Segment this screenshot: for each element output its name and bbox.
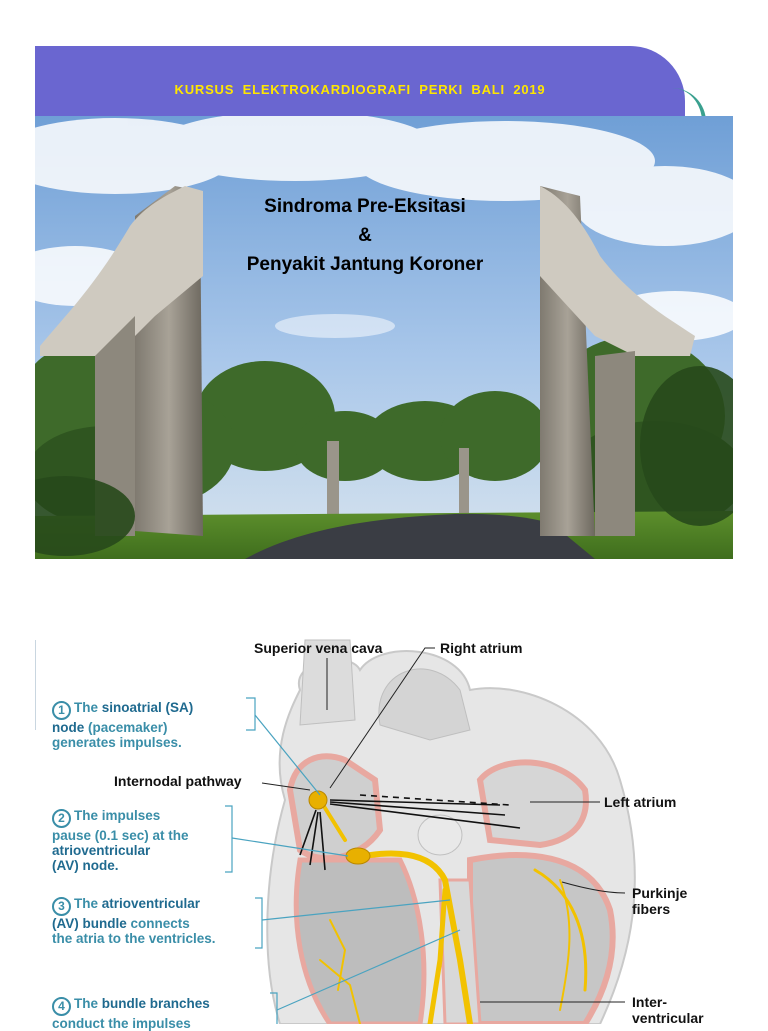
step-3: 3 The atrioventricular (AV) bundle connects the atria to the ventricles. (52, 896, 216, 946)
label-right-atrium: Right atrium (440, 640, 523, 656)
label-interventricular: Inter- ventricular (632, 994, 704, 1026)
header-banner (35, 46, 685, 116)
temple-gate-photo (35, 116, 733, 559)
title-line-2: & (358, 225, 372, 246)
course-title: KURSUS ELEKTROKARDIOGRAFI PERKI BALI 2019 (174, 82, 546, 97)
slide-title (180, 192, 550, 279)
label-internodal-pathway: Internodal pathway (114, 773, 242, 789)
step-2-number: 2 (52, 809, 71, 828)
title-line-1: Sindroma Pre-Eksitasi (264, 196, 466, 217)
step-4: 4 The bundle branches conduct the impulses (52, 996, 210, 1031)
step-4-number: 4 (52, 997, 71, 1016)
step-2: 2 The impulses pause (0.1 sec) at the atrioventricular (AV) node. (52, 808, 189, 873)
step-3-number: 3 (52, 897, 71, 916)
label-superior-vena-cava: Superior vena cava (254, 640, 383, 656)
step-1: 1 The sinoatrial (SA) node (pacemaker) generates impulses. (52, 700, 194, 750)
title-line-3: Penyakit Jantung Koroner (246, 254, 484, 275)
label-purkinje-fibers: Purkinje fibers (632, 885, 688, 917)
slide-2 (0, 630, 768, 1031)
label-left-atrium: Left atrium (604, 794, 677, 810)
step-1-number: 1 (52, 701, 71, 720)
